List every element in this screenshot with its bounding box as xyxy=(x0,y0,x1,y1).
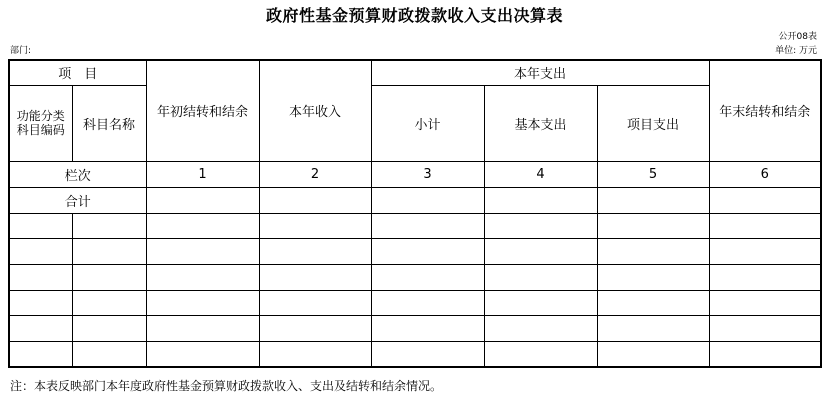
table-cell xyxy=(259,290,371,315)
table-cell xyxy=(597,315,709,341)
header-func-code xyxy=(9,85,72,161)
table-cell xyxy=(709,264,821,290)
table-cell xyxy=(597,238,709,264)
table-cell xyxy=(9,238,72,264)
table-cell xyxy=(597,264,709,290)
header-item: 项 目 xyxy=(9,60,146,85)
table-cell xyxy=(484,341,597,367)
table-cell xyxy=(709,315,821,341)
total-cell xyxy=(484,187,597,213)
table-cell xyxy=(72,213,146,238)
table-cell xyxy=(72,341,146,367)
column-number: 4 xyxy=(484,161,597,187)
table-cell xyxy=(146,341,259,367)
column-number: 5 xyxy=(597,161,709,187)
total-cell xyxy=(146,187,259,213)
table-cell xyxy=(72,238,146,264)
header-func-code-line1: 功能分类 xyxy=(16,109,65,123)
header-current-income: 本年收入 xyxy=(259,60,371,161)
total-cell xyxy=(371,187,484,213)
table-cell xyxy=(259,238,371,264)
table-cell xyxy=(484,290,597,315)
table-cell xyxy=(371,213,484,238)
table-cell xyxy=(146,315,259,341)
header-current-expense: 本年支出 xyxy=(371,60,709,85)
table-cell xyxy=(9,213,72,238)
form-code: 公开08表 xyxy=(778,32,817,42)
table-cell xyxy=(146,238,259,264)
table-cell xyxy=(371,290,484,315)
table-row xyxy=(9,341,821,367)
table-cell xyxy=(597,213,709,238)
table-cell xyxy=(259,264,371,290)
table-cell xyxy=(9,264,72,290)
table-cell xyxy=(709,238,821,264)
table-cell xyxy=(371,238,484,264)
table-cell xyxy=(484,238,597,264)
table-cell xyxy=(146,290,259,315)
total-cell xyxy=(709,187,821,213)
table-cell xyxy=(9,341,72,367)
row-label-column-no: 栏次 xyxy=(9,161,146,187)
table-cell xyxy=(259,315,371,341)
header-project-expense: 项目支出 xyxy=(597,85,709,161)
table-cell xyxy=(9,290,72,315)
table-cell xyxy=(371,341,484,367)
table-cell xyxy=(597,341,709,367)
department-label: 部门: xyxy=(10,46,32,56)
total-cell xyxy=(259,187,371,213)
table-cell xyxy=(259,341,371,367)
table-cell xyxy=(709,290,821,315)
table-row xyxy=(9,238,821,264)
table-cell xyxy=(709,341,821,367)
header-opening-balance: 年初结转和结余 xyxy=(146,60,259,161)
table-cell xyxy=(259,213,371,238)
total-row xyxy=(9,187,821,213)
table-cell xyxy=(371,315,484,341)
row-label-total: 合计 xyxy=(9,187,146,213)
table-cell xyxy=(146,213,259,238)
column-number: 6 xyxy=(709,161,821,187)
table-cell xyxy=(72,264,146,290)
total-cell xyxy=(597,187,709,213)
header-basic-expense: 基本支出 xyxy=(484,85,597,161)
table-row xyxy=(9,290,821,315)
column-number-row xyxy=(9,161,821,187)
table-row xyxy=(9,315,821,341)
table-cell xyxy=(9,315,72,341)
unit-label: 单位: 万元 xyxy=(775,46,817,56)
header-closing-balance: 年末结转和结余 xyxy=(709,60,821,161)
table-row xyxy=(9,264,821,290)
header-subtotal: 小计 xyxy=(371,85,484,161)
budget-table xyxy=(8,59,822,368)
header-func-code-line2: 科目编码 xyxy=(16,123,65,137)
table-cell xyxy=(484,213,597,238)
table-cell xyxy=(146,264,259,290)
table-cell xyxy=(484,264,597,290)
column-number: 3 xyxy=(371,161,484,187)
column-number: 2 xyxy=(259,161,371,187)
table-cell xyxy=(597,290,709,315)
column-number: 1 xyxy=(146,161,259,187)
table-cell xyxy=(72,315,146,341)
table-row xyxy=(9,213,821,238)
table-footnote: 注：本表反映部门本年度政府性基金预算财政拨款收入、支出及结转和结余情况。 xyxy=(10,379,443,393)
table-cell xyxy=(709,213,821,238)
table-cell xyxy=(72,290,146,315)
header-subject-name: 科目名称 xyxy=(72,85,146,161)
table-cell xyxy=(371,264,484,290)
table-cell xyxy=(484,315,597,341)
report-title: 政府性基金预算财政拨款收入支出决算表 xyxy=(265,6,563,25)
